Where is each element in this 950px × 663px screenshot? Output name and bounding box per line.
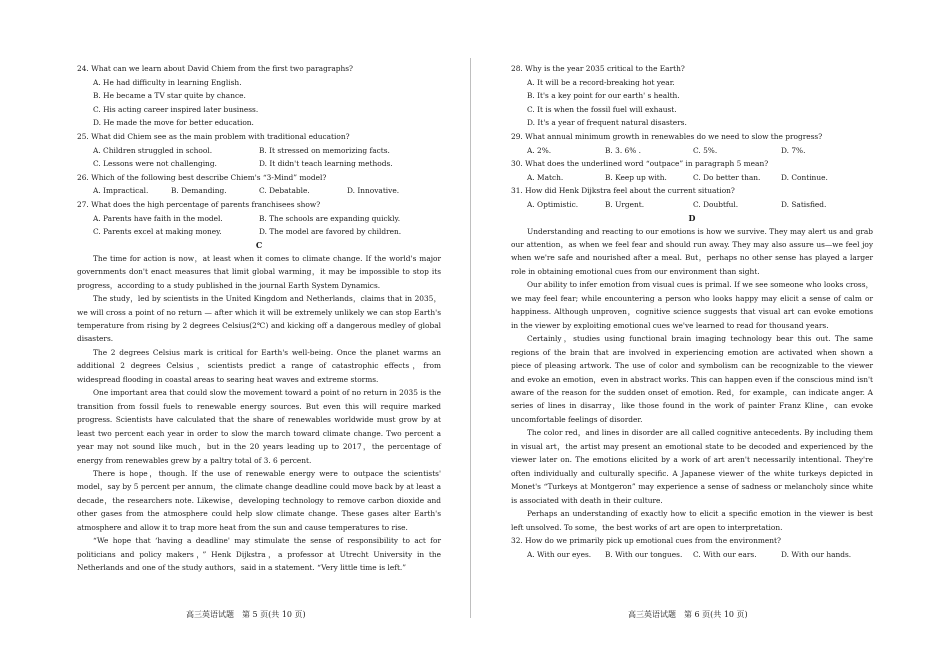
option-b: B. Keep up with. [605, 172, 667, 182]
question-stem: 27. What does the high percentage of parents franchisees show? [77, 199, 321, 209]
question-stem: 29. What annual minimum growth in renewables do we need to slow the progress? [511, 131, 823, 141]
passage-c [77, 252, 441, 575]
option-d: D. The model are favored by children. [259, 227, 402, 237]
option-a: A. Optimistic. [527, 199, 579, 209]
option-c: C. 5%. [693, 145, 718, 155]
question-30 [511, 157, 873, 184]
section-heading-c: C [255, 239, 263, 250]
option-c: C. Do better than. [693, 172, 761, 182]
question-31 [511, 184, 873, 211]
option-a: A. Parents have faith in the model. [93, 213, 223, 223]
question-stem: 31. How did Henk Dijkstra feel about the current situation? [511, 186, 735, 196]
passage-paragraph: “We hope that ‘having a deadline' may stimulate the sense of responsibility to act for politicians and policy makers，” Henk Dijkstra，a professor at Utrecht University in the Netherlands and one of the study authors，said in a statement. “Very little time is left.” [77, 536, 441, 573]
option-b: B. The schools are expanding quickly. [259, 213, 401, 223]
option-d: D. Satisfied. [781, 199, 827, 209]
option-d: D. 7%. [781, 145, 806, 155]
passage-paragraph: One important area that could slow the movement toward a point of no return in 2035 is the transition from fossil fuels to renewable energy sources. But even this will require marked progress. Scientists have calculated that the share of renewables worldwide must grow by at least two percent each year in order to slow the march toward climate change. Two percent a year may not sound like much，but in the 20 years leading up to 2017，the percentage of energy from renewables grew by a paltry total of 3. 6 percent. [77, 388, 441, 465]
passage-paragraph: The study，led by scientists in the United Kingdom and Netherlands，claims that in 2035，we will cross a point of no return — after which it will be extremely unlikely we can stop Earth's temperature from rising by 2 degrees Celsius(2℃) and kicking off a dangerous medley of global disasters. [77, 294, 441, 344]
passage-paragraph: The time for action is now，at least when it comes to climate change. If the world's major governments don't enact measures that limit global warming，it may be impossible to stop its progress，according to a study published in the journal Earth System Dynamics. [77, 253, 441, 290]
option-d: D. Continue. [781, 172, 828, 182]
question-28 [511, 62, 873, 130]
option-d: D. With our hands. [781, 549, 852, 559]
option-c: C. His acting career inspired later business. [93, 104, 259, 114]
question-24 [77, 62, 441, 130]
option-a: A. Impractical. [93, 186, 149, 196]
page-footer-left: 高三英语试题 第 5 页(共 10 页) [186, 610, 306, 619]
passage-paragraph: Our ability to infer emotion from visual cues is primal. If we see someone who looks cross，we may feel fear; while encountering a person who looks happy may elicit a sense of calm or happiness. Although unproven，cognitive science suggests that visual art can evoke emotions in the viewer by exploiting emotional cues we've learned to read for thousand years. [511, 280, 873, 330]
option-d: D. It didn't teach learning methods. [259, 159, 393, 169]
option-c: C. Doubtful. [693, 199, 739, 209]
passage-paragraph: The 2 degrees Celsius mark is critical for Earth's well-being. Once the planet warms an additional 2 degrees Celsius，scientists predict a range of catastrophic effects，from widespread flooding in coastal areas to searing heat waves and extreme storms. [77, 347, 441, 384]
left-page [77, 62, 441, 575]
option-c: C. It is when the fossil fuel will exhaust. [527, 104, 677, 114]
question-stem: 26. Which of the following best describe Chiem's “3-Mind” model? [77, 172, 327, 182]
question-26 [77, 171, 441, 198]
option-b: B. Demanding. [171, 186, 227, 196]
passage-d [511, 225, 873, 534]
passage-paragraph: Perhaps an understanding of exactly how to elicit a specific emotion in the viewer is best left unsolved. To some，the best works of art are open to interpretation. [511, 509, 873, 532]
passage-paragraph: The color red，and lines in disorder are all called cognitive antecedents. By including them in visual art，the artist may present an emotional state to be decoded and experienced by the viewer later on. The emotions elicited by a work of art aren't necessarily intentional. They're often individually and culturally specific. A Japanese viewer of the white turkeys depicted in Monet's “Turkeys at Montgeron” may experience a sense of sadness or melancholy since white is associated with death in their culture. [511, 428, 873, 505]
question-27 [77, 198, 441, 239]
option-a: A. With our eyes. [527, 549, 592, 559]
question-32 [511, 534, 873, 561]
option-b: B. He became a TV star quite by chance. [93, 91, 246, 101]
option-c: C. With our ears. [693, 549, 757, 559]
question-stem: 32. How do we primarily pick up emotional cues from the environment? [511, 535, 781, 545]
passage-paragraph: Certainly，studies using functional brain imaging technology bear this out. The same regions of the brain that are involved in experiencing emotion are activated when shown a piece of pleasing artwork. The use of color and symbolism can be recognizable to the viewer and evoke an emotion，even in abstract works. This can happen even if the conscious mind isn't aware of the reason for the sudden onset of emotion. Red，for example，can indicate anger. A series of lines in disarray，like those found in the work of painter Franz Kline，can evoke uncomfortable feelings of disorder. [511, 334, 873, 424]
option-b: B. Urgent. [605, 199, 645, 209]
option-b: B. It stressed on memorizing facts. [259, 145, 390, 155]
question-29 [511, 130, 873, 157]
option-a: A. Match. [527, 172, 564, 182]
passage-paragraph: Understanding and reacting to our emotions is how we survive. They may alert us and grab our attention，as when we feel fear and should run away. They may also assure us—we feel joy when we're safe and nourished after a meal. But，perhaps no other sense has played a larger role in obtaining emotional cues from our environment than sight. [511, 226, 873, 276]
question-stem: 30. What does the underlined word “outpace” in paragraph 5 mean? [511, 159, 769, 169]
option-a: A. Children struggled in school. [93, 145, 213, 155]
page-footer-right: 高三英语试题 第 6 页(共 10 页) [628, 610, 748, 619]
question-25 [77, 130, 441, 171]
option-d: D. It's a year of frequent natural disasters. [527, 118, 687, 128]
section-heading-d: D [688, 212, 696, 223]
question-stem: 25. What did Chiem see as the main problem with traditional education? [77, 131, 350, 141]
passage-paragraph: There is hope，though. If the use of renewable energy were to outpace the scientists' model，say by 5 percent per annum，the climate change deadline could move back by at least a decade，the researchers note. Likewise，developing technology to remove carbon dioxide and other gases from the atmosphere could help slow climate change. These gases alter Earth's atmosphere and allow it to trap more heat from the sun and cause temperatures to rise. [77, 468, 441, 532]
page-divider [470, 58, 471, 618]
option-c: C. Debatable. [259, 186, 310, 196]
option-b: B. It's a key point for our earth' s health. [527, 91, 680, 101]
option-a: A. It will be a record-breaking hot year. [527, 77, 675, 87]
option-a: A. 2%. [527, 145, 552, 155]
option-a: A. He had difficulty in learning English. [93, 77, 242, 87]
question-stem: 28. Why is the year 2035 critical to the Earth? [511, 64, 685, 73]
option-d: D. He made the move for better education. [93, 118, 254, 128]
question-stem: 24. What can we learn about David Chiem from the first two paragraphs? [77, 64, 353, 73]
option-d: D. Innovative. [347, 186, 400, 196]
right-page [511, 62, 873, 561]
option-b: B. With our tongues. [605, 549, 683, 559]
option-b: B. 3. 6% . [605, 145, 641, 155]
option-c: C. Lessons were not challenging. [93, 159, 217, 169]
option-c: C. Parents excel at making money. [93, 227, 222, 237]
